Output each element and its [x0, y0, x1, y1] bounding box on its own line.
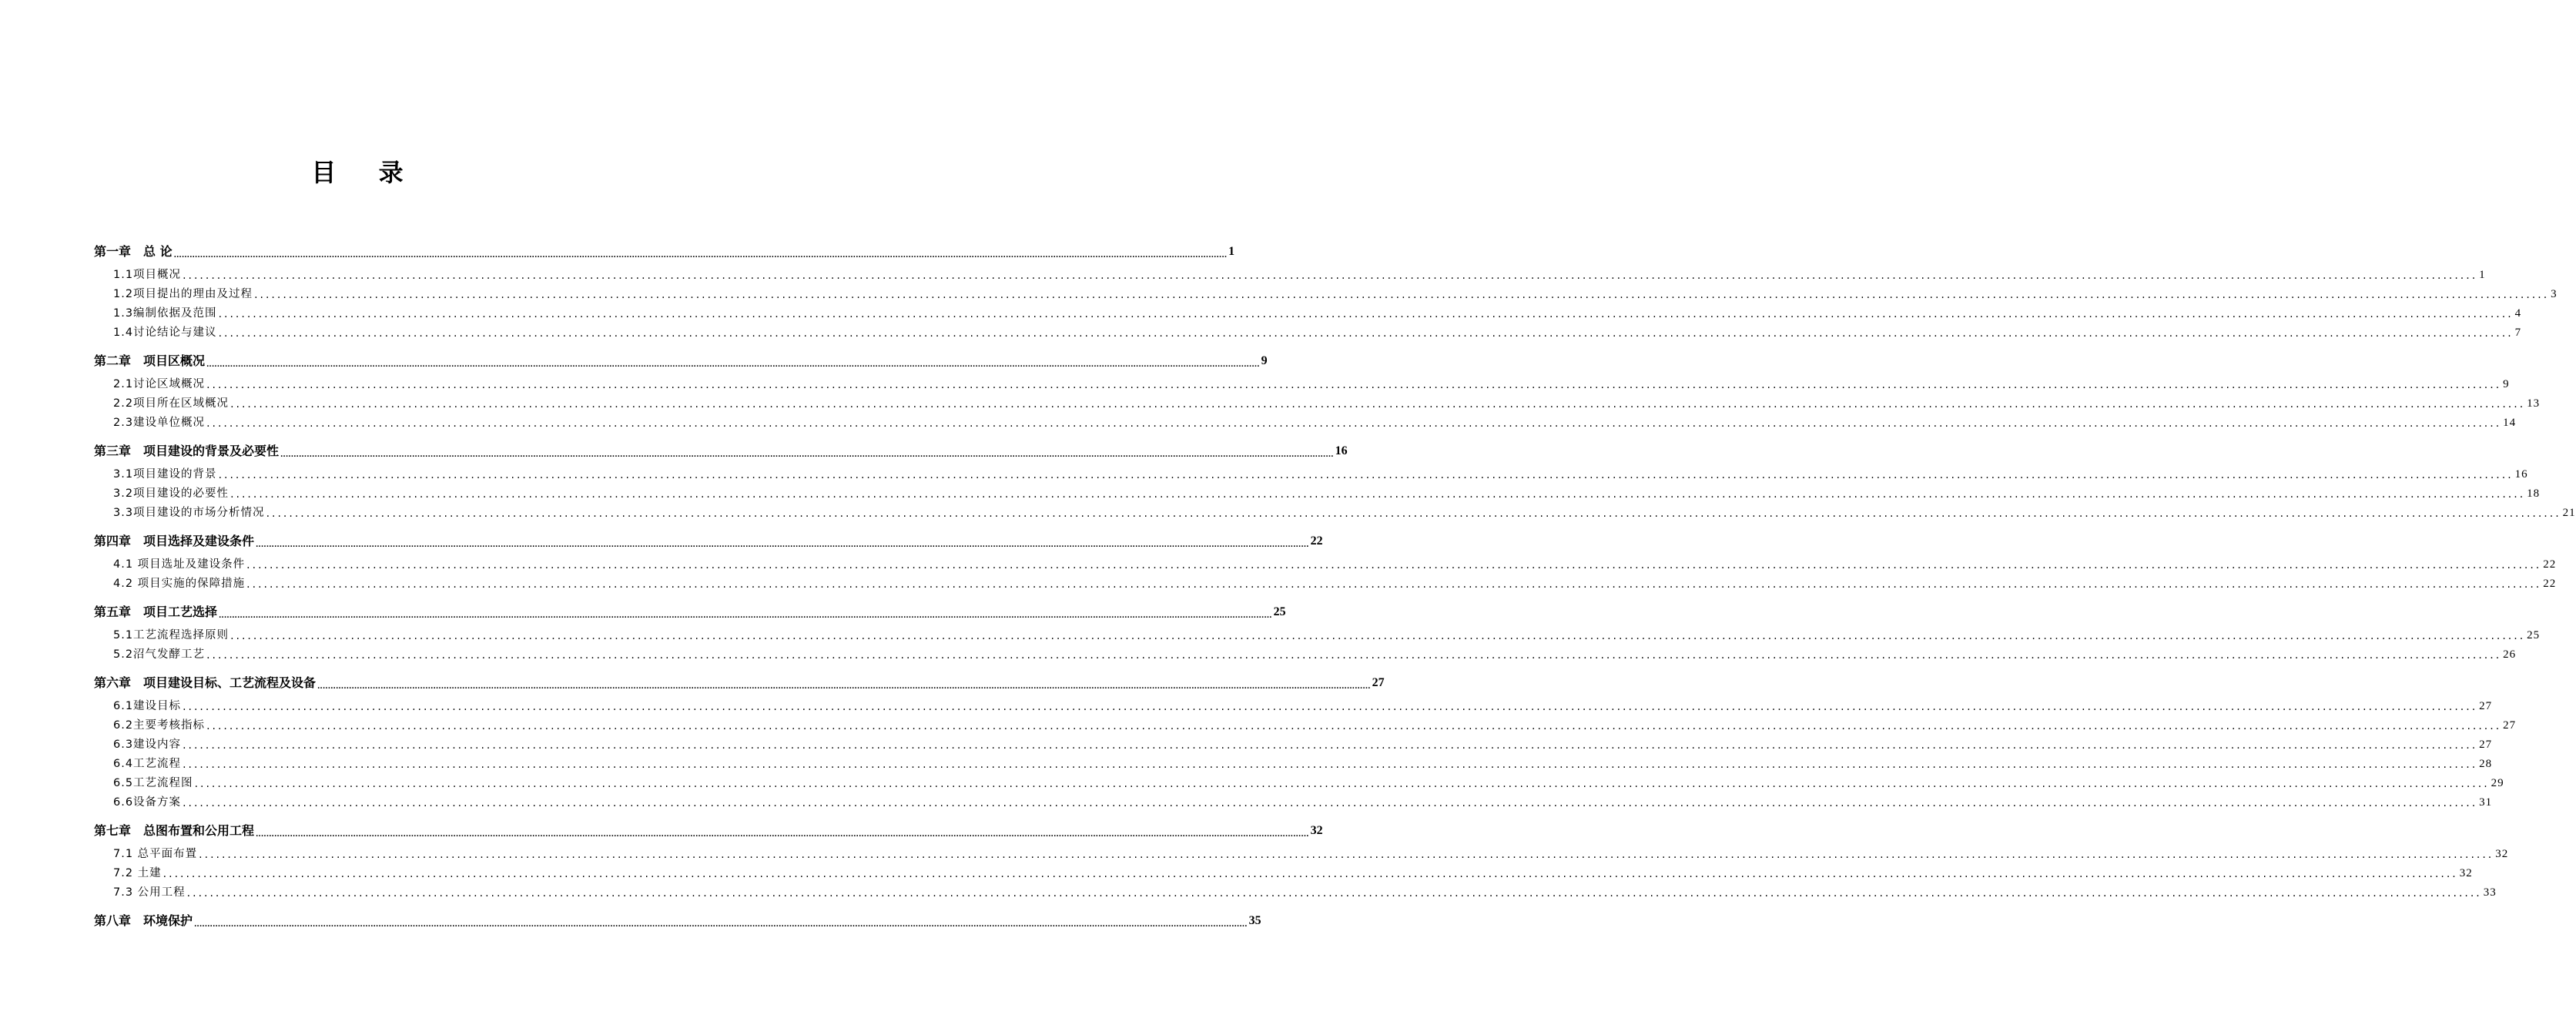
toc-chapter[interactable]	[94, 346, 1268, 372]
dot-leader: ................................................................................................................................................................................................................................................................................................................................................................................................................	[266, 507, 2561, 520]
toc-chapter-label: 第二章 项目区概况	[94, 353, 206, 368]
dot-leader: ................................................................................................................................................................................................................................................................................................................................................................................................................	[183, 759, 2478, 771]
page-title: 目 录	[311, 158, 420, 187]
toc-section[interactable]	[94, 483, 2541, 502]
toc-section-page-number: 33	[2483, 886, 2497, 899]
dot-leader: ................................................................................................................................................................................................................................................................................................................................................................................................................	[206, 361, 1260, 369]
dot-leader: ................................................................................................................................................................................................................................................................................................................................................................................................................	[183, 797, 2478, 809]
toc-section[interactable]	[94, 502, 2576, 521]
dot-leader: ................................................................................................................................................................................................................................................................................................................................................................................................................	[194, 921, 1248, 929]
toc-section-page-number: 3	[2551, 288, 2558, 300]
toc-section-label: 7.3 公用工程	[113, 886, 186, 899]
toc-chapter-label: 第四章 项目选择及建设条件	[94, 534, 255, 548]
dot-leader: ................................................................................................................................................................................................................................................................................................................................................................................................................	[183, 701, 2478, 713]
toc-section[interactable]	[94, 772, 2504, 792]
toc-chapter-page-number: 22	[1310, 534, 1323, 548]
dot-leader: ................................................................................................................................................................................................................................................................................................................................................................................................................	[246, 578, 2542, 591]
toc-section[interactable]	[94, 373, 2510, 393]
toc-section-page-number: 31	[2479, 796, 2493, 809]
toc-chapter-label: 第三章 项目建设的背景及必要性	[94, 444, 280, 458]
toc-section[interactable]	[94, 625, 2541, 644]
toc-section[interactable]	[94, 554, 2557, 573]
toc-section[interactable]	[94, 393, 2541, 412]
toc-section-page-number: 14	[2503, 417, 2517, 429]
toc-section-label: 4.1 项目选址及建设条件	[113, 558, 246, 571]
toc-chapter-page-number: 32	[1310, 824, 1323, 837]
toc-section-label: 5.2沼气发酵工艺	[113, 648, 206, 661]
toc-section-label: 1.4讨论结论与建议	[113, 327, 217, 339]
toc-chapter-page-number: 27	[1372, 676, 1385, 689]
toc-section[interactable]	[94, 464, 2528, 483]
toc-section-page-number: 22	[2543, 578, 2557, 590]
toc-section-page-number: 21	[2562, 507, 2576, 519]
toc-section[interactable]	[94, 303, 2522, 322]
toc-section-page-number: 28	[2479, 758, 2493, 770]
toc-section-page-number: 27	[2479, 739, 2493, 751]
toc-section-page-number: 18	[2527, 487, 2541, 500]
dot-leader: ................................................................................................................................................................................................................................................................................................................................................................................................................	[246, 559, 2542, 571]
dot-leader: ................................................................................................................................................................................................................................................................................................................................................................................................................	[206, 379, 2502, 391]
toc-chapter-page-number: 35	[1248, 914, 1261, 927]
toc-section[interactable]	[94, 715, 2517, 734]
toc-section-label: 1.2项目提出的理由及过程	[113, 288, 253, 300]
toc-section[interactable]	[94, 644, 2517, 663]
dot-leader: ................................................................................................................................................................................................................................................................................................................................................................................................................	[280, 451, 1334, 459]
toc-section-page-number: 32	[2459, 867, 2473, 879]
toc-chapter[interactable]	[94, 668, 1385, 694]
toc-section-page-number: 27	[2479, 700, 2493, 712]
dot-leader: ................................................................................................................................................................................................................................................................................................................................................................................................................	[206, 720, 2502, 732]
dot-leader: ................................................................................................................................................................................................................................................................................................................................................................................................................	[194, 778, 2490, 790]
toc-section-label: 1.1项目概况	[113, 269, 182, 281]
dot-leader: ................................................................................................................................................................................................................................................................................................................................................................................................................	[254, 289, 2550, 301]
toc-chapter[interactable]	[94, 436, 1348, 462]
toc-section-page-number: 27	[2503, 719, 2517, 732]
toc-section-label: 7.1 总平面布置	[113, 848, 198, 860]
toc-section-label: 3.3项目建设的市场分析情况	[113, 507, 265, 519]
table-of-contents	[94, 236, 2576, 932]
toc-section[interactable]	[94, 573, 2557, 592]
toc-section-page-number: 26	[2503, 648, 2517, 661]
toc-section-page-number: 13	[2527, 397, 2541, 410]
toc-section-label: 5.1工艺流程选择原则	[113, 629, 229, 641]
toc-chapter[interactable]	[94, 906, 1261, 932]
dot-leader: ................................................................................................................................................................................................................................................................................................................................................................................................................	[206, 649, 2502, 662]
dot-leader: ................................................................................................................................................................................................................................................................................................................................................................................................................	[256, 831, 1309, 839]
dot-leader: ................................................................................................................................................................................................................................................................................................................................................................................................................	[218, 308, 2514, 320]
toc-chapter-page-number: 1	[1228, 245, 1235, 258]
toc-chapter[interactable]	[94, 526, 1323, 552]
dot-leader: ................................................................................................................................................................................................................................................................................................................................................................................................................	[162, 868, 2458, 880]
dot-leader: ................................................................................................................................................................................................................................................................................................................................................................................................................	[219, 612, 1272, 620]
toc-section-page-number: 4	[2514, 307, 2522, 320]
toc-section-page-number: 25	[2527, 629, 2541, 641]
dot-leader: ................................................................................................................................................................................................................................................................................................................................................................................................................	[230, 488, 2526, 501]
toc-section-page-number: 29	[2491, 777, 2504, 789]
toc-section-page-number: 32	[2495, 848, 2509, 860]
toc-chapter-label: 第六章 项目建设目标、工艺流程及设备	[94, 675, 317, 690]
toc-section-page-number: 9	[2503, 378, 2510, 390]
toc-chapter-label: 第五章 项目工艺选择	[94, 605, 218, 619]
toc-section-label: 2.2项目所在区域概况	[113, 397, 229, 410]
toc-chapter[interactable]	[94, 597, 1286, 623]
toc-section[interactable]	[94, 695, 2493, 715]
dot-leader: ................................................................................................................................................................................................................................................................................................................................................................................................................	[230, 630, 2526, 642]
toc-section[interactable]	[94, 322, 2522, 341]
toc-chapter-label: 第八章 环境保护	[94, 913, 193, 928]
toc-section-page-number: 7	[2514, 327, 2522, 339]
toc-section-page-number: 1	[2479, 269, 2486, 281]
toc-section[interactable]	[94, 753, 2493, 772]
toc-chapter-page-number: 16	[1335, 444, 1348, 457]
toc-section-label: 3.2项目建设的必要性	[113, 487, 229, 500]
dot-leader: ................................................................................................................................................................................................................................................................................................................................................................................................................	[183, 739, 2478, 752]
toc-section-label: 6.4工艺流程	[113, 758, 182, 770]
toc-section-label: 6.1建设目标	[113, 700, 182, 712]
toc-section-label: 2.1讨论区域概况	[113, 378, 206, 390]
toc-section-page-number: 16	[2514, 468, 2528, 481]
dot-leader: ................................................................................................................................................................................................................................................................................................................................................................................................................	[173, 252, 1228, 260]
toc-section-label: 6.2主要考核指标	[113, 719, 206, 732]
dot-leader: ................................................................................................................................................................................................................................................................................................................................................................................................................	[206, 417, 2502, 430]
toc-section-label: 2.3建设单位概况	[113, 417, 206, 429]
toc-section[interactable]	[94, 882, 2497, 901]
toc-section[interactable]	[94, 792, 2493, 811]
toc-section-label: 6.5工艺流程图	[113, 777, 193, 789]
toc-section[interactable]	[94, 264, 2486, 283]
toc-section[interactable]	[94, 283, 2558, 303]
toc-section-page-number: 22	[2543, 558, 2557, 571]
toc-section[interactable]	[94, 843, 2509, 862]
toc-section[interactable]	[94, 862, 2473, 882]
dot-leader: ................................................................................................................................................................................................................................................................................................................................................................................................................	[218, 327, 2514, 340]
dot-leader: ................................................................................................................................................................................................................................................................................................................................................................................................................	[183, 270, 2478, 282]
toc-section-label: 7.2 土建	[113, 867, 162, 879]
toc-section-label: 3.1项目建设的背景	[113, 468, 217, 481]
dot-leader: ................................................................................................................................................................................................................................................................................................................................................................................................................	[317, 683, 1371, 691]
dot-leader: ................................................................................................................................................................................................................................................................................................................................................................................................................	[230, 398, 2526, 410]
toc-chapter[interactable]	[94, 236, 1235, 263]
dot-leader: ................................................................................................................................................................................................................................................................................................................................................................................................................	[186, 887, 2482, 899]
toc-chapter[interactable]	[94, 816, 1323, 842]
toc-chapter-page-number: 25	[1273, 605, 1286, 618]
dot-leader: ................................................................................................................................................................................................................................................................................................................................................................................................................	[218, 469, 2514, 481]
toc-chapter-page-number: 9	[1261, 354, 1268, 367]
toc-section-label: 1.3编制依据及范围	[113, 307, 217, 320]
dot-leader: ................................................................................................................................................................................................................................................................................................................................................................................................................	[199, 849, 2494, 861]
toc-section[interactable]	[94, 734, 2493, 753]
toc-chapter-label: 第一章 总 论	[94, 244, 173, 259]
toc-section[interactable]	[94, 412, 2517, 431]
dot-leader: ................................................................................................................................................................................................................................................................................................................................................................................................................	[256, 541, 1309, 549]
toc-chapter-label: 第七章 总图布置和公用工程	[94, 823, 255, 838]
toc-section-label: 6.6设备方案	[113, 796, 182, 809]
toc-section-label: 4.2 项目实施的保障措施	[113, 578, 246, 590]
toc-section-label: 6.3建设内容	[113, 739, 182, 751]
